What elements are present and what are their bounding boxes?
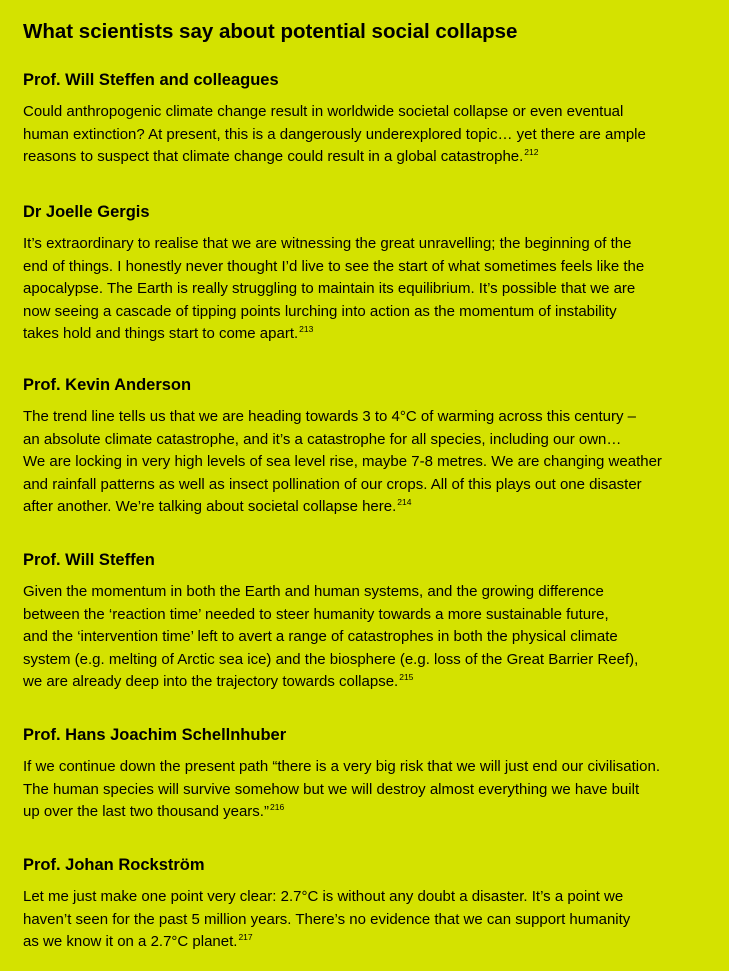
quote-line: If we continue down the present path “there is a very big risk that we will just end our civilisation. (23, 758, 660, 775)
quote-line (23, 146, 646, 169)
quote-text (23, 233, 644, 346)
quote-line (23, 931, 630, 954)
quote-line: The human species will survive somehow but we will destroy almost everything we have built (23, 780, 640, 798)
quote-block-rockstrom (23, 855, 630, 954)
quote-line: It’s extraordinary to realise that we are witnessing the great unravelling; the beginning of the (23, 235, 632, 252)
page-title: What scientists say about potential social collapse (23, 20, 518, 43)
quote-line: system (e.g. melting of Arctic sea ice) and the biosphere (e.g. loss of the Great Barrier Reef), (23, 650, 639, 668)
quote-line: We are locking in very high levels of sea level rise, maybe 7-8 metres. We are changing weather (23, 453, 662, 470)
quote-line: and rainfall patterns as well as insect pollination of our crops. All of this plays out one disaster (23, 475, 642, 493)
quote-line: now seeing a cascade of tipping points lurching into action as the momentum of instability (23, 302, 617, 320)
quote-text (23, 406, 662, 519)
quote-line-text: as we know it on a 2.7°C planet. (23, 933, 238, 950)
quote-block-anderson (23, 375, 662, 519)
quote-block-gergis (23, 202, 644, 346)
footnote-ref: 214 (397, 497, 412, 507)
quote-line: Let me just make one point very clear: 2.7°C is without any doubt a disaster. It’s a point we (23, 888, 624, 905)
speaker-name: Prof. Johan Rockström (23, 856, 205, 874)
quote-line: Given the momentum in both the Earth and human systems, and the growing difference (23, 583, 604, 600)
footnote-ref: 213 (299, 324, 314, 334)
quote-line: end of things. I honestly never thought I’d live to see the start of what sometimes feels like the (23, 257, 645, 275)
quote-block-schellnhuber (23, 725, 660, 824)
speaker-name: Dr Joelle Gergis (23, 203, 150, 221)
quote-line: an absolute climate catastrophe, and it’s a catastrophe for all species, including our own… (23, 430, 622, 448)
quote-line (23, 496, 662, 519)
footnote-ref: 216 (269, 802, 285, 812)
quote-line: between the ‘reaction time’ needed to steer humanity towards a more sustainable future, (23, 605, 609, 623)
quote-line: and the ‘intervention time’ left to avert a range of catastrophes in both the physical climate (23, 628, 618, 645)
quote-line-text: after another. We’re talking about societal collapse here. (23, 498, 397, 515)
quote-text (23, 756, 660, 824)
quote-line-text: up over the last two thousand years.” (23, 803, 269, 820)
quote-line-text: we are already deep into the trajectory towards collapse. (23, 673, 399, 690)
quote-line: human extinction? At present, this is a dangerously underexplored topic… yet there are ample (23, 125, 646, 143)
quote-line: haven’t seen for the past 5 million years. There’s no evidence that we can support humanity (23, 910, 631, 928)
quote-block-steffen (23, 550, 638, 694)
quote-line: Could anthropogenic climate change result in worldwide societal collapse or even eventual (23, 103, 624, 120)
quote-line (23, 801, 660, 824)
footnote-ref: 217 (238, 932, 253, 942)
speaker-name: Prof. Will Steffen and colleagues (23, 71, 279, 89)
quote-line: apocalypse. The Earth is really struggling to maintain its equilibrium. It’s possible that we are (23, 280, 636, 297)
speaker-name: Prof. Kevin Anderson (23, 376, 192, 394)
quote-line-text: takes hold and things start to come apart. (23, 325, 299, 342)
speaker-name: Prof. Hans Joachim Schellnhuber (23, 726, 287, 744)
speaker-name: Prof. Will Steffen (23, 551, 155, 569)
quote-line-text: reasons to suspect that climate change could result in a global catastrophe. (23, 148, 524, 165)
footnote-ref: 212 (524, 147, 539, 157)
quote-text (23, 101, 646, 169)
quote-line (23, 323, 644, 346)
quote-line: The trend line tells us that we are heading towards 3 to 4°C of warming across this century – (23, 408, 636, 425)
quote-line (23, 671, 638, 694)
quote-block-steffen-colleagues (23, 70, 646, 169)
footnote-ref: 215 (399, 672, 414, 682)
quote-text (23, 581, 638, 694)
quote-text (23, 886, 630, 954)
